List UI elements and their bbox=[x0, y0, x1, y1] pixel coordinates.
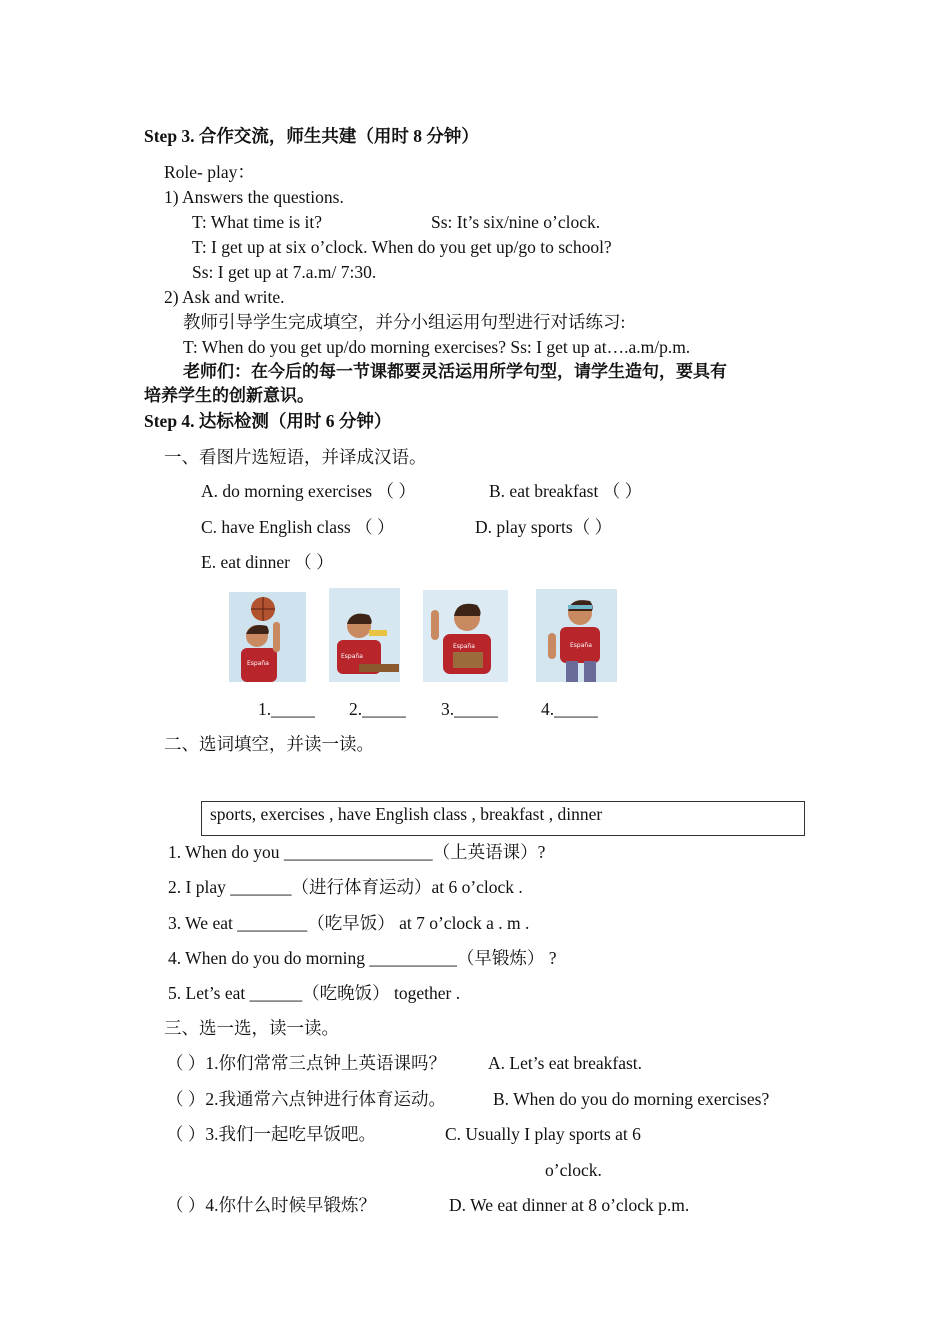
student-answer-1: Ss: It’s six/nine o’clock. bbox=[431, 212, 601, 232]
match-question-1: （ ）1.你们常常三点钟上英语课吗？ bbox=[166, 1053, 446, 1073]
dialog-pattern: T: When do you get up/do morning exercises? Ss: I get up at….a.m/p.m. bbox=[183, 337, 691, 357]
option-e: E. eat dinner （ ） bbox=[201, 552, 334, 572]
word-box-text: sports, exercises , have English class , breakfast , dinner bbox=[210, 804, 603, 824]
match-answer-c-line1: C. Usually I play sports at 6 bbox=[445, 1124, 641, 1144]
fill-question-1: 1. When do you _________________（上英语课）? bbox=[168, 842, 546, 862]
picture-2-boy-eating bbox=[329, 588, 400, 682]
option-b: B. eat breakfast （ ） bbox=[489, 481, 643, 501]
role-play-label: Role- play： bbox=[164, 162, 255, 182]
shirt-logo-4: España bbox=[570, 642, 592, 649]
step3-item2: 2) Ask and write. bbox=[164, 287, 285, 307]
teacher-guide-text: 教师引导学生完成填空，并分小组运用句型进行对话练习: bbox=[183, 312, 626, 332]
match-answer-a: A. Let’s eat breakfast. bbox=[488, 1053, 643, 1073]
fill-question-4: 4. When do you do morning __________（早锻炼） ? bbox=[168, 948, 557, 968]
match-question-4: （ ）4.你什么时候早锻炼？ bbox=[166, 1195, 376, 1215]
match-question-3: （ ）3.我们一起吃早饭吧。 bbox=[166, 1124, 376, 1144]
answer-blank-4[interactable]: 4._____ bbox=[541, 699, 598, 719]
shirt-logo-2: España bbox=[341, 653, 363, 660]
part2-heading: 二、选词填空，并读一读。 bbox=[164, 734, 374, 754]
match-question-2: （ ）2.我通常六点钟进行体育运动。 bbox=[166, 1089, 446, 1109]
part3-heading: 三、选一选，读一读。 bbox=[164, 1018, 339, 1038]
fill-question-5: 5. Let’s eat ______（吃晚饭） together . bbox=[168, 983, 461, 1003]
shirt-logo-1: España bbox=[247, 660, 269, 667]
option-d: D. play sports（ ） bbox=[475, 517, 613, 537]
teacher-note-line2: 培养学生的创新意识。 bbox=[144, 386, 314, 406]
step3-title: Step 3. 合作交流，师生共建（用时 8 分钟） bbox=[144, 126, 479, 146]
answer-blank-3[interactable]: 3._____ bbox=[441, 699, 498, 719]
match-answer-c-line2: o’clock. bbox=[545, 1160, 602, 1180]
fill-question-2: 2. I play _______（进行体育运动）at 6 o’clock . bbox=[168, 877, 523, 897]
step4-title: Step 4. 达标检测（用时 6 分钟） bbox=[144, 411, 392, 431]
teacher-question-1: T: What time is it? bbox=[192, 212, 323, 232]
picture-1-boy-basketball bbox=[229, 592, 306, 682]
answer-blank-1[interactable]: 1._____ bbox=[258, 699, 315, 719]
option-a: A. do morning exercises （ ） bbox=[201, 481, 416, 501]
shirt-logo-3: España bbox=[453, 643, 475, 650]
student-answer-2: Ss: I get up at 7.a.m/ 7:30. bbox=[192, 262, 377, 282]
teacher-note-line1: 老师们：在今后的每一节课都要灵活运用所学句型，请学生造句，要具有 bbox=[183, 362, 727, 382]
picture-4-boy-running bbox=[536, 589, 617, 682]
option-c: C. have English class （ ） bbox=[201, 517, 395, 537]
step3-item1: 1) Answers the questions. bbox=[164, 187, 344, 207]
part1-heading: 一、看图片选短语，并译成汉语。 bbox=[164, 447, 427, 467]
picture-3-boy-reading bbox=[423, 590, 508, 682]
match-answer-b: B. When do you do morning exercises? bbox=[493, 1089, 770, 1109]
fill-question-3: 3. We eat ________（吃早饭） at 7 o’clock a . m . bbox=[168, 913, 530, 933]
teacher-question-2: T: I get up at six o’clock. When do you get up/go to school? bbox=[192, 237, 612, 257]
answer-blank-2[interactable]: 2._____ bbox=[349, 699, 406, 719]
match-answer-d: D. We eat dinner at 8 o’clock p.m. bbox=[449, 1195, 690, 1215]
